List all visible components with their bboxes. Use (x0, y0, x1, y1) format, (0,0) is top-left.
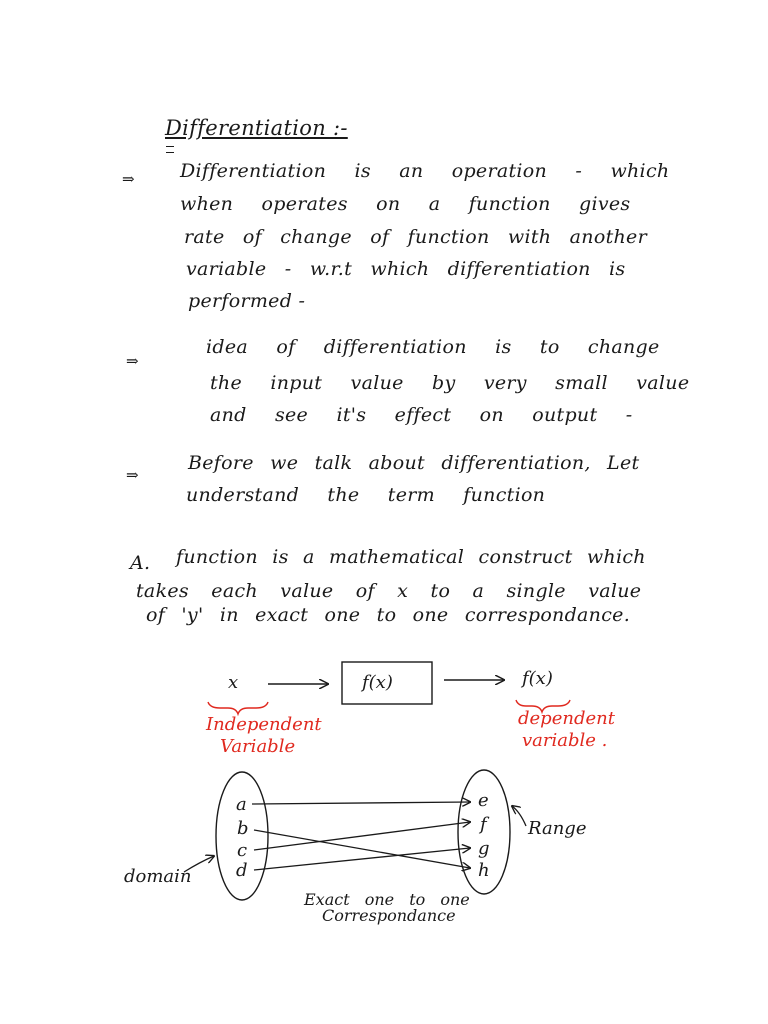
point-1-line-3: rate of change of function with another (184, 226, 647, 248)
range-item: h (478, 860, 490, 881)
map-arrow-d-g (254, 848, 470, 870)
point-2-line-3: and see it's effect on output - (210, 404, 633, 426)
map-arrow-a-e (252, 802, 470, 804)
point-1-line-4: variable - w.r.t which differentiation is (186, 258, 626, 280)
answer-marker: A. (130, 552, 151, 574)
point-1-line-2: when operates on a function gives (180, 193, 631, 215)
domain-item: b (237, 818, 249, 839)
page-title: Differentiation :- (165, 116, 348, 140)
point-3-line-2: understand the term function (186, 484, 546, 506)
point-1-line-1: Differentiation is an operation - which (180, 160, 670, 182)
input-brace (208, 702, 268, 714)
range-label: Range (528, 818, 587, 839)
bullet-arrow-icon: ⇒ (126, 466, 139, 484)
caption-line-1: Exact one to one (304, 890, 470, 909)
point-2-line-1: idea of differentiation is to change (206, 336, 660, 358)
point-2-line-2: the input value by very small value (210, 372, 690, 394)
dependent-note-line-2: variable . (522, 730, 608, 751)
independent-note-line-1: Independent (206, 714, 322, 735)
independent-note-line-2: Variable (220, 736, 296, 757)
dependent-note-line-1: dependent (518, 708, 615, 729)
point-3-line-1: Before we talk about differentiation, Let (188, 452, 640, 474)
range-item: g (478, 838, 490, 859)
answer-line-2: takes each value of x to a single value (136, 580, 642, 602)
domain-item: c (237, 840, 248, 861)
flow-output-label: f(x) (522, 668, 553, 689)
flow-input-x: x (228, 672, 239, 693)
point-1-line-5: performed - (188, 290, 306, 312)
domain-item: d (236, 860, 248, 881)
range-pointer-arrow (512, 806, 526, 826)
flow-box-label: f(x) (362, 672, 393, 693)
range-item: f (480, 814, 487, 835)
range-item: e (478, 790, 489, 811)
domain-item: a (236, 794, 247, 815)
bullet-arrow-icon: ⇒ (122, 170, 135, 188)
bullet-arrow-icon: ⇒ (126, 352, 139, 370)
answer-line-3: of 'y' in exact one to one correspondance. (146, 604, 631, 626)
caption-line-2: Correspondance (322, 906, 456, 925)
answer-line-1: function is a mathematical construct which (176, 546, 646, 568)
domain-label: domain (124, 866, 192, 887)
